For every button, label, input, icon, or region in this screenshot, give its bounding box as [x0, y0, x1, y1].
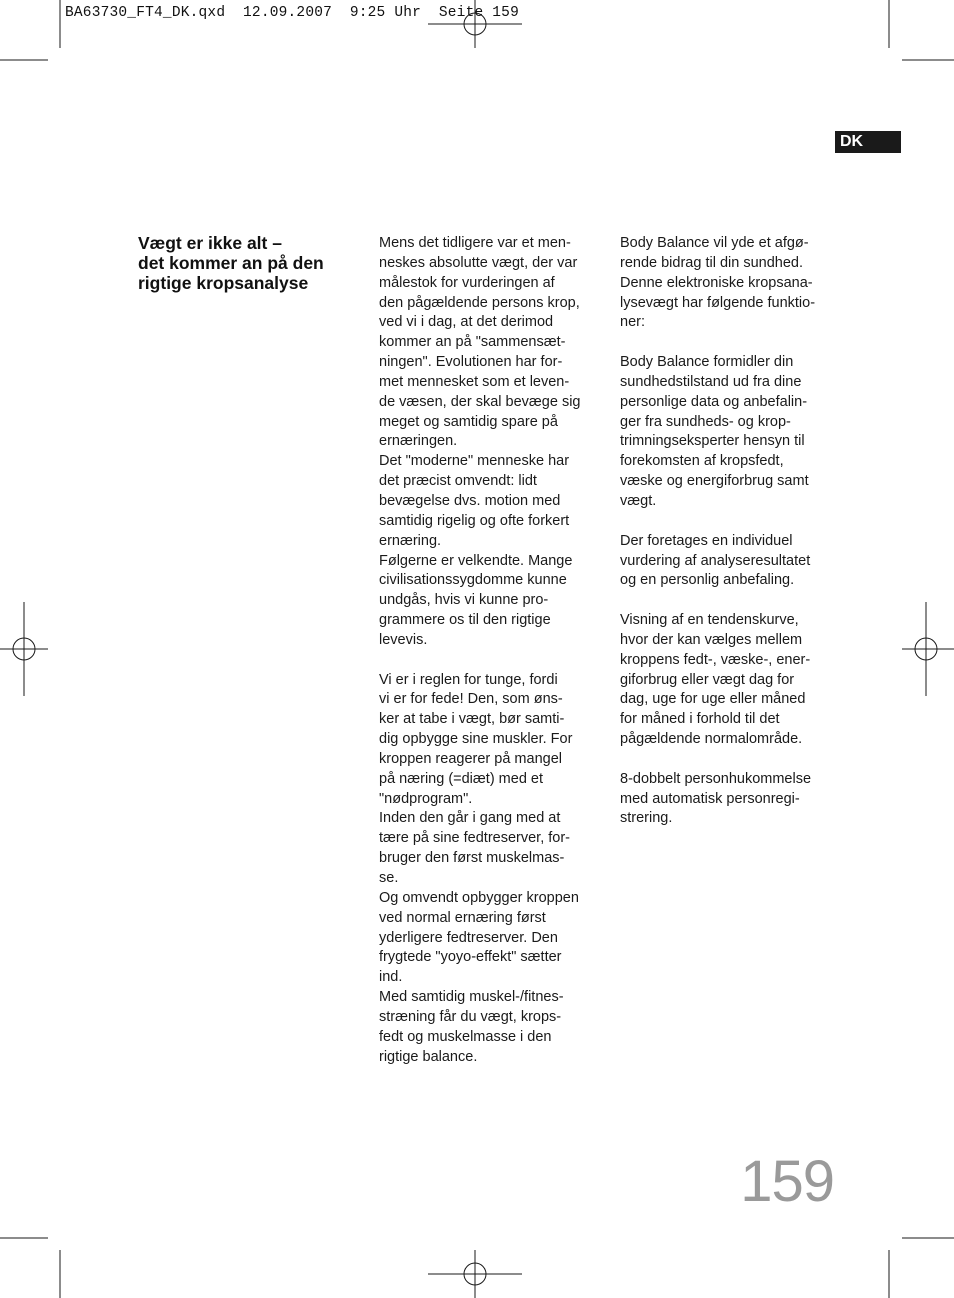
section-heading: [138, 233, 358, 293]
text-line: Og omvendt opbygger kroppen: [379, 889, 579, 906]
text-line: kommer an på "sammensæt-: [379, 334, 566, 351]
text-line: 8-dobbelt personhukommelse: [620, 770, 812, 787]
text-line: tære på sine fedtreserver, for-: [379, 830, 570, 847]
text-line: kroppen reagerer på mangel: [379, 750, 562, 767]
text-line: ernæringen.: [379, 433, 458, 450]
text-line: undgås, hvis vi kunne pro-: [379, 592, 549, 609]
text-line: frygtede "yoyo-effekt" sætter: [379, 949, 562, 966]
text-line: forekomsten af kropsfedt,: [620, 453, 784, 470]
paragraph: [620, 611, 850, 750]
text-line: samtidig rigelig og ofte forkert: [379, 512, 570, 529]
language-badge: DK: [835, 131, 901, 153]
paragraph: [379, 552, 609, 651]
text-line: det præcist omvendt: lidt: [379, 473, 537, 490]
text-line: for måned i forhold til det: [620, 711, 780, 728]
registration-mark-bottom: [428, 1250, 522, 1298]
text-line: fedt og muskelmasse i den: [379, 1028, 552, 1045]
text-line: levevis.: [379, 631, 428, 648]
text-line: Der foretages en individuel: [620, 532, 793, 549]
text-line: de væsen, der skal bevæge sig: [379, 393, 581, 410]
registration-mark-top: [428, 0, 522, 48]
text-line: ved normal ernæring først: [379, 909, 546, 926]
text-line: ger fra sundheds- og krop-: [620, 413, 791, 430]
text-line: ningen". Evolutionen har for-: [379, 354, 563, 371]
text-line: vægt.: [620, 492, 657, 509]
text-line: Med samtidig muskel-/fitnes-: [379, 989, 564, 1006]
heading-line: rigtige kropsanalyse: [138, 273, 309, 293]
page-number: 159: [740, 1149, 834, 1214]
body-column-right: [620, 234, 850, 829]
text-line: rigtige balance.: [379, 1048, 478, 1065]
text-line: trimningseksperter hensyn til: [620, 433, 805, 450]
paragraph: [620, 234, 850, 333]
text-line: ved vi i dag, at det derimod: [379, 314, 554, 331]
text-line: Body Balance formidler din: [620, 354, 794, 371]
registration-mark-left: [0, 602, 48, 696]
text-line: stræning får du vægt, krops-: [379, 1008, 562, 1025]
paragraph: [379, 809, 609, 888]
text-line: ker at tabe i vægt, bør samti-: [379, 711, 565, 728]
text-line: Følgerne er velkendte. Mange: [379, 552, 573, 569]
text-line: lysevægt har følgende funktio-: [620, 294, 816, 311]
heading-line: det kommer an på den: [138, 253, 324, 273]
text-line: rende bidrag til din sundhed.: [620, 254, 803, 271]
text-line: ind.: [379, 969, 403, 986]
text-line: met mennesket som et leven-: [379, 373, 570, 390]
text-line: Det "moderne" menneske har: [379, 453, 570, 470]
text-line: dag, uge for uge eller måned: [620, 691, 806, 708]
text-line: neskes absolutte vægt, der var: [379, 254, 578, 271]
text-line: ernæring.: [379, 532, 442, 549]
text-line: Body Balance vil yde et afgø-: [620, 235, 809, 251]
text-line: Inden den går i gang med at: [379, 810, 561, 827]
text-line: sundhedstilstand ud fra dine: [620, 373, 802, 390]
text-line: bevægelse dvs. motion med: [379, 492, 561, 509]
text-line: den pågældende persons krop,: [379, 294, 580, 311]
paragraph: [620, 532, 850, 592]
text-line: Vi er i reglen for tunge, fordi: [379, 671, 558, 688]
body-column-middle: [379, 234, 609, 1067]
text-line: ner:: [620, 314, 645, 331]
paragraph: [379, 452, 609, 551]
text-line: målestok for vurderingen af: [379, 274, 555, 291]
text-line: på næring (=diæt) med et: [379, 770, 544, 787]
text-line: med automatisk personregi-: [620, 790, 800, 807]
paragraph: [379, 234, 609, 452]
text-line: dig opbygge sine muskler. For: [379, 731, 573, 748]
heading-line: Vægt er ikke alt –: [138, 233, 282, 253]
text-line: kroppens fedt-, væske-, ener-: [620, 651, 811, 668]
text-line: grammere os til den rigtige: [379, 612, 551, 629]
text-line: Mens det tidligere var et men-: [379, 235, 571, 251]
text-line: se.: [379, 870, 399, 886]
text-line: Denne elektroniske kropsana-: [620, 274, 813, 291]
paragraph: [379, 988, 609, 1067]
text-line: "nødprogram".: [379, 790, 473, 807]
text-line: hvor der kan vælges mellem: [620, 631, 803, 648]
print-slug-line: BA63730_FT4_DK.qxd 12.09.2007 9:25 Uhr Seite 159: [65, 5, 519, 21]
paragraph: [379, 671, 609, 810]
text-line: Visning af en tendenskurve,: [620, 612, 799, 629]
text-line: væske og energiforbrug samt: [620, 473, 809, 490]
paragraph: [620, 353, 850, 512]
text-line: vi er for fede! Den, som øns-: [379, 691, 563, 708]
text-line: vurdering af analyseresultatet: [620, 552, 811, 569]
text-line: personlige data og anbefalin-: [620, 393, 808, 410]
text-line: og en personlig anbefaling.: [620, 572, 795, 589]
text-line: meget og samtidig spare på: [379, 413, 558, 430]
paragraph: [379, 889, 609, 988]
text-line: giforbrug eller vægt dag for: [620, 671, 795, 688]
paragraph: [620, 770, 850, 830]
text-line: civilisationssygdomme kunne: [379, 572, 567, 589]
text-line: bruger den først muskelmas-: [379, 850, 565, 867]
text-line: strering.: [620, 810, 673, 827]
registration-mark-right: [902, 602, 954, 696]
text-line: pågældende normalområde.: [620, 731, 803, 748]
text-line: yderligere fedtreserver. Den: [379, 929, 558, 946]
